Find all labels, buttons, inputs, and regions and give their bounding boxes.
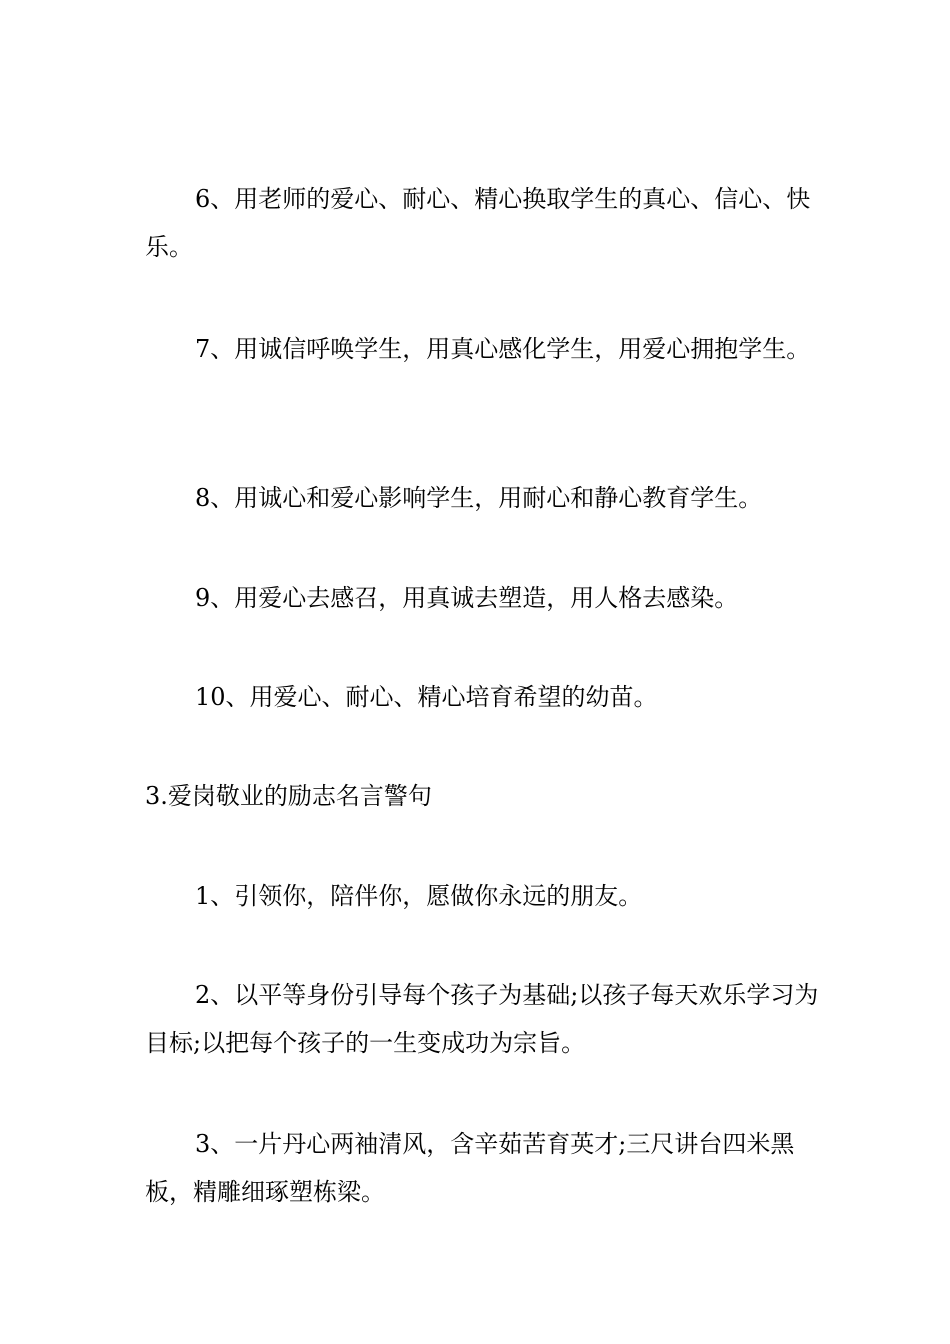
quote-item-3: 3、一片丹心两袖清风，含辛茹苦育英才;三尺讲台四米黑板，精雕细琢塑栋梁。 — [145, 1130, 795, 1206]
paragraph-item-7: 7、用诚信呼唤学生，用真心感化学生，用爱心拥抱学生。 — [195, 335, 811, 363]
quote-item-2: 2、以平等身份引导每个孩子为基础;以孩子每天欢乐学习为目标;以把每个孩子的一生变成功为宗旨。 — [145, 981, 819, 1057]
section-heading: 3.爱岗敬业的励志名言警句 — [145, 782, 432, 810]
paragraph-item-9: 9、用爱心去感召，用真诚去塑造，用人格去感染。 — [195, 584, 739, 612]
paragraph-item-6: 6、用老师的爱心、耐心、精心换取学生的真心、信心、快乐。 — [145, 185, 811, 261]
paragraph-item-8: 8、用诚心和爱心影响学生，用耐心和静心教育学生。 — [195, 484, 763, 512]
quote-item-1: 1、引领你，陪伴你，愿做你永远的朋友。 — [195, 882, 643, 910]
paragraph-item-10: 10、用爱心、耐心、精心培育希望的幼苗。 — [195, 683, 658, 711]
